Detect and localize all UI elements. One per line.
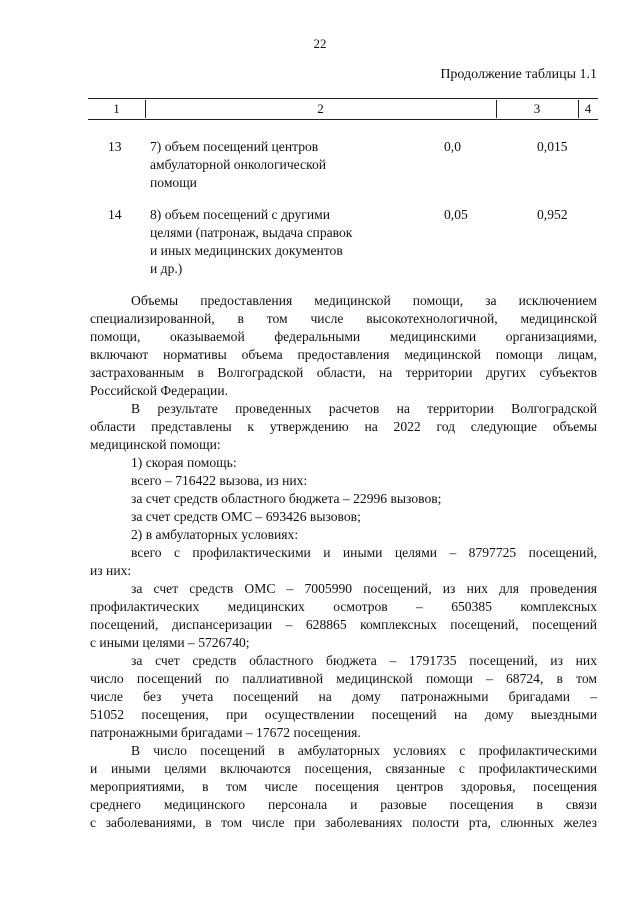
row-number: 14 [108, 207, 122, 222]
table-header-row [88, 98, 598, 120]
row-description [150, 138, 380, 192]
row-number: 13 [108, 139, 122, 154]
row-description [150, 206, 380, 278]
body-line: Российской Федерации. [90, 383, 228, 398]
body-line: за счет средств областного бюджета – 22996 вызовов; [131, 491, 442, 506]
body-line: числе без учета посещений на дому патронажными бригадами – [90, 689, 597, 704]
body-line: за счет средств областного бюджета – 1791735 посещений, из них [131, 653, 597, 668]
body-line: В число посещений в амбулаторных условиях с профилактическими [131, 743, 597, 758]
row-description-line: 8) объем посещений с другими [150, 207, 331, 222]
body-line: 1) скорая помощь: [131, 455, 237, 470]
body-line: с иными целями – 5726740; [90, 635, 250, 650]
table-continuation-label: Продолжение таблицы 1.1 [440, 67, 597, 82]
table-header-cell: 3 [496, 100, 579, 118]
body-line: специализированной, в том числе высокотехнологичной, медицинской [90, 311, 597, 326]
row-description-line: амбулаторной онкологической [150, 157, 327, 172]
body-line: включают нормативы объема предоставления медицинской помощи лицам, [90, 347, 597, 362]
row-description-line: 7) объем посещений центров [150, 139, 319, 154]
body-line: из них: [90, 563, 132, 578]
row-value-col4: 0,952 [537, 207, 568, 222]
body-line: мероприятиями, в том числе посещения центров здоровья, посещения [90, 779, 597, 794]
body-line: за счет средств ОМС – 693426 вызовов; [131, 509, 361, 524]
body-line: за счет средств ОМС – 7005990 посещений, из них для проведения [131, 581, 597, 596]
body-line: медицинской помощи: [90, 437, 221, 452]
row-description-line: и др.) [150, 261, 183, 276]
body-line: В результате проведенных расчетов на территории Волгоградской [131, 401, 597, 416]
body-line: застрахованным в Волгоградской области, на территории других субъектов [90, 365, 597, 380]
body-line: помощи, оказываемой федеральными медицинскими организациями, [90, 329, 597, 344]
row-description-line: целями (патронаж, выдача справок [150, 225, 353, 240]
body-line: всего – 716422 вызова, из них: [131, 473, 308, 488]
body-line: с заболеваниями, в том числе при заболеваниях полости рта, слюнных желез [90, 815, 597, 830]
table-header-cell: 2 [145, 100, 497, 118]
body-line: патронажными бригадами – 17672 посещения. [90, 725, 361, 740]
row-description-line: и иных медицинских документов [150, 243, 343, 258]
page-number: 22 [313, 36, 327, 51]
body-line: и иными целями включаются посещения, связанные с профилактическими [90, 761, 597, 776]
body-line: профилактических медицинских осмотров – 650385 комплексных [90, 599, 597, 614]
body-line: 2) в амбулаторных условиях: [131, 527, 299, 542]
row-value-col3: 0,05 [444, 207, 468, 222]
row-value-col3: 0,0 [444, 139, 461, 154]
body-line: среднего медицинского персонала и разовые посещения в связи [90, 797, 597, 812]
table-header-cell: 1 [88, 100, 146, 118]
body-line: области представлены к утверждению на 2022 год следующие объемы [90, 419, 597, 434]
body-line: число посещений по паллиативной медицинской помощи – 68724, в том [90, 671, 597, 686]
body-line: посещений, диспансеризации – 628865 комплексных посещений, посещений [90, 617, 597, 632]
row-description-line: помощи [150, 175, 197, 190]
body-line: всего с профилактическими и иными целями – 8797725 посещений, [131, 545, 597, 560]
row-value-col4: 0,015 [537, 139, 568, 154]
body-line: 51052 посещения, при осуществлении посещений на дому выездными [90, 707, 597, 722]
body-line: Объемы предоставления медицинской помощи, за исключением [131, 293, 597, 308]
table-header-cell: 4 [584, 101, 592, 116]
